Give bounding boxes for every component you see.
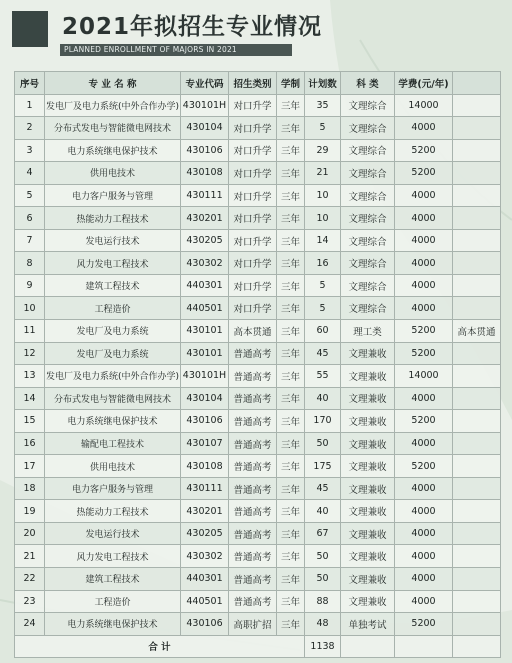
table-cell: 普通高考 (229, 477, 277, 500)
table-cell: 文理兼收 (341, 590, 395, 613)
table-cell: 4000 (395, 545, 453, 568)
table-cell: 分布式发电与智能微电网技术 (45, 387, 181, 410)
table-cell: 12 (15, 342, 45, 365)
table-cell: 发电运行技术 (45, 229, 181, 252)
table-cell (453, 432, 501, 455)
table-header-row (15, 72, 501, 95)
table-cell: 4000 (395, 590, 453, 613)
table-cell: 430101 (181, 320, 229, 343)
table-cell: 输配电工程技术 (45, 432, 181, 455)
table-cell: 文理兼收 (341, 432, 395, 455)
table-cell: 430205 (181, 522, 229, 545)
table-cell: 三年 (277, 229, 305, 252)
table-cell (453, 613, 501, 636)
table-cell: 50 (305, 432, 341, 455)
table-cell: 16 (15, 432, 45, 455)
table-cell: 430104 (181, 117, 229, 140)
table-cell: 170 (305, 410, 341, 433)
table-cell: 三年 (277, 252, 305, 275)
table-row (15, 139, 501, 162)
table-cell: 文理兼收 (341, 387, 395, 410)
table-cell: 430111 (181, 477, 229, 500)
table-cell: 55 (305, 365, 341, 388)
table-cell: 4000 (395, 500, 453, 523)
table-cell: 三年 (277, 139, 305, 162)
logo-block (12, 11, 48, 47)
table-cell: 67 (305, 522, 341, 545)
table-cell: 文理综合 (341, 117, 395, 140)
table-cell: 20 (15, 522, 45, 545)
table-cell (453, 207, 501, 230)
table-cell: 普通高考 (229, 387, 277, 410)
table-cell: 文理综合 (341, 274, 395, 297)
column-header: 科 类 (341, 72, 395, 95)
table-cell: 440301 (181, 274, 229, 297)
table-cell: 60 (305, 320, 341, 343)
table-cell: 电力客户服务与管理 (45, 184, 181, 207)
table-cell: 430302 (181, 252, 229, 275)
table-cell (453, 590, 501, 613)
table-cell (341, 635, 395, 658)
table-row (15, 365, 501, 388)
table-cell: 4000 (395, 477, 453, 500)
table-cell: 电力系统继电保护技术 (45, 410, 181, 433)
table-cell (453, 568, 501, 591)
table-cell: 18 (15, 477, 45, 500)
table-cell: 文理综合 (341, 139, 395, 162)
table-cell: 430106 (181, 410, 229, 433)
page-header (0, 0, 512, 62)
table-cell: 高职扩招 (229, 613, 277, 636)
table-cell: 普通高考 (229, 500, 277, 523)
table-cell: 175 (305, 455, 341, 478)
table-row (15, 274, 501, 297)
table-cell: 5200 (395, 139, 453, 162)
table-cell: 普通高考 (229, 432, 277, 455)
table-cell: 88 (305, 590, 341, 613)
table-cell: 45 (305, 477, 341, 500)
table-cell: 4000 (395, 297, 453, 320)
table-cell: 15 (15, 410, 45, 433)
table-cell: 理工类 (341, 320, 395, 343)
table-cell: 文理兼收 (341, 545, 395, 568)
table-cell (453, 297, 501, 320)
table-cell: 9 (15, 274, 45, 297)
table-cell: 发电厂及电力系统 (45, 342, 181, 365)
table-cell: 建筑工程技术 (45, 568, 181, 591)
table-cell: 工程造价 (45, 297, 181, 320)
table-cell: 430111 (181, 184, 229, 207)
table-cell: 21 (15, 545, 45, 568)
table-cell: 4000 (395, 387, 453, 410)
total-count: 1138 (305, 635, 341, 658)
table-cell: 440501 (181, 590, 229, 613)
table-cell: 50 (305, 568, 341, 591)
table-cell: 14000 (395, 94, 453, 117)
table-cell: 4000 (395, 117, 453, 140)
table-cell: 三年 (277, 590, 305, 613)
table-cell: 发电厂及电力系统 (45, 320, 181, 343)
table-cell: 对口升学 (229, 94, 277, 117)
table-cell (453, 635, 501, 658)
table-cell: 文理兼收 (341, 365, 395, 388)
table-cell: 供用电技术 (45, 455, 181, 478)
table-cell: 4000 (395, 229, 453, 252)
table-cell: 17 (15, 455, 45, 478)
table-cell: 430302 (181, 545, 229, 568)
table-row (15, 387, 501, 410)
table-cell: 430201 (181, 207, 229, 230)
table-cell: 3 (15, 139, 45, 162)
table-cell: 5200 (395, 410, 453, 433)
table-cell (453, 455, 501, 478)
table-cell: 三年 (277, 274, 305, 297)
table-cell: 40 (305, 500, 341, 523)
table-cell: 发电运行技术 (45, 522, 181, 545)
table-cell: 35 (305, 94, 341, 117)
table-cell (453, 139, 501, 162)
table-cell: 文理兼收 (341, 477, 395, 500)
table-cell: 建筑工程技术 (45, 274, 181, 297)
table-cell (453, 365, 501, 388)
column-header: 招生类别 (229, 72, 277, 95)
table-cell: 10 (305, 207, 341, 230)
table-cell: 普通高考 (229, 522, 277, 545)
column-header: 序号 (15, 72, 45, 95)
table-cell: 发电厂及电力系统(中外合作办学) (45, 94, 181, 117)
total-label: 合 计 (15, 635, 305, 658)
table-cell: 三年 (277, 320, 305, 343)
table-cell: 4000 (395, 184, 453, 207)
table-cell: 发电厂及电力系统(中外合作办学) (45, 365, 181, 388)
table-cell: 三年 (277, 410, 305, 433)
table-cell: 对口升学 (229, 252, 277, 275)
table-cell: 对口升学 (229, 207, 277, 230)
table-cell: 电力系统继电保护技术 (45, 613, 181, 636)
table-cell: 三年 (277, 365, 305, 388)
table-cell: 19 (15, 500, 45, 523)
table-cell: 热能动力工程技术 (45, 500, 181, 523)
table-cell: 4000 (395, 522, 453, 545)
table-cell: 430107 (181, 432, 229, 455)
table-cell: 4000 (395, 568, 453, 591)
table-cell: 文理综合 (341, 252, 395, 275)
table-row (15, 545, 501, 568)
table-cell: 文理兼收 (341, 500, 395, 523)
table-cell: 23 (15, 590, 45, 613)
column-header: 学制 (277, 72, 305, 95)
table-row (15, 500, 501, 523)
table-cell: 5 (15, 184, 45, 207)
table-cell: 4000 (395, 207, 453, 230)
table-cell: 4000 (395, 274, 453, 297)
table-cell: 普通高考 (229, 590, 277, 613)
table-cell: 430108 (181, 162, 229, 185)
table-cell: 6 (15, 207, 45, 230)
table-row (15, 184, 501, 207)
table-cell: 430106 (181, 613, 229, 636)
table-cell: 普通高考 (229, 568, 277, 591)
table-row (15, 117, 501, 140)
table-cell (453, 500, 501, 523)
table-cell: 16 (305, 252, 341, 275)
table-cell (453, 229, 501, 252)
table-cell (453, 252, 501, 275)
table-cell: 对口升学 (229, 117, 277, 140)
table-cell: 三年 (277, 477, 305, 500)
table-cell: 风力发电工程技术 (45, 252, 181, 275)
column-header: 计划数 (305, 72, 341, 95)
table-cell: 8 (15, 252, 45, 275)
table-cell: 48 (305, 613, 341, 636)
table-cell: 普通高考 (229, 545, 277, 568)
table-cell: 供用电技术 (45, 162, 181, 185)
table-cell: 430205 (181, 229, 229, 252)
table-cell: 5200 (395, 613, 453, 636)
table-cell: 430104 (181, 387, 229, 410)
table-cell: 29 (305, 139, 341, 162)
table-cell: 风力发电工程技术 (45, 545, 181, 568)
table-cell: 三年 (277, 545, 305, 568)
table-cell (453, 274, 501, 297)
table-cell (453, 162, 501, 185)
table-cell: 文理综合 (341, 297, 395, 320)
table-cell: 对口升学 (229, 162, 277, 185)
table-row (15, 229, 501, 252)
table-cell: 文理综合 (341, 229, 395, 252)
table-cell (453, 94, 501, 117)
table-cell: 22 (15, 568, 45, 591)
table-cell: 430101H (181, 365, 229, 388)
table-row (15, 613, 501, 636)
table-cell: 4 (15, 162, 45, 185)
table-cell: 14 (15, 387, 45, 410)
table-cell: 1 (15, 94, 45, 117)
table-cell: 三年 (277, 207, 305, 230)
table-cell (453, 117, 501, 140)
table-cell: 三年 (277, 342, 305, 365)
table-cell: 5200 (395, 162, 453, 185)
table-cell (453, 387, 501, 410)
table-cell: 三年 (277, 297, 305, 320)
page-title: 2021年拟招生专业情况 (62, 14, 323, 40)
table-cell: 21 (305, 162, 341, 185)
table-cell: 三年 (277, 522, 305, 545)
table-cell: 430106 (181, 139, 229, 162)
table-cell: 文理兼收 (341, 455, 395, 478)
table-cell: 分布式发电与智能微电网技术 (45, 117, 181, 140)
table-cell: 440501 (181, 297, 229, 320)
table-row (15, 320, 501, 343)
table-cell: 普通高考 (229, 410, 277, 433)
table-cell: 5200 (395, 320, 453, 343)
table-cell: 11 (15, 320, 45, 343)
page-subtitle: PLANNED ENROLLMENT OF MAJORS IN 2021 (64, 45, 237, 54)
table-row (15, 590, 501, 613)
table-cell: 三年 (277, 117, 305, 140)
table-cell: 工程造价 (45, 590, 181, 613)
table-cell: 24 (15, 613, 45, 636)
table-cell: 普通高考 (229, 455, 277, 478)
table-cell: 文理综合 (341, 184, 395, 207)
table-row (15, 568, 501, 591)
table-cell: 高本贯通 (453, 320, 501, 343)
table-cell: 三年 (277, 455, 305, 478)
table-cell: 10 (15, 297, 45, 320)
table-row (15, 94, 501, 117)
table-cell: 5200 (395, 342, 453, 365)
table-cell: 文理兼收 (341, 522, 395, 545)
table-cell: 电力客户服务与管理 (45, 477, 181, 500)
table-cell (395, 635, 453, 658)
table-cell (453, 410, 501, 433)
table-row (15, 252, 501, 275)
table-row (15, 455, 501, 478)
table-cell: 430101 (181, 342, 229, 365)
table-cell: 5 (305, 274, 341, 297)
table-cell: 430201 (181, 500, 229, 523)
column-header (453, 72, 501, 95)
table-row (15, 477, 501, 500)
table-cell: 10 (305, 184, 341, 207)
table-cell: 普通高考 (229, 342, 277, 365)
table-cell: 7 (15, 229, 45, 252)
table-cell: 文理综合 (341, 162, 395, 185)
table-cell: 三年 (277, 162, 305, 185)
table-cell: 三年 (277, 184, 305, 207)
table-cell (453, 342, 501, 365)
table-cell (453, 184, 501, 207)
table-cell: 三年 (277, 94, 305, 117)
table-cell: 14 (305, 229, 341, 252)
table-row (15, 162, 501, 185)
table-cell: 三年 (277, 432, 305, 455)
total-row (15, 635, 501, 658)
table-cell: 5 (305, 297, 341, 320)
table-row (15, 522, 501, 545)
table-cell: 430101H (181, 94, 229, 117)
table-cell: 4000 (395, 252, 453, 275)
table-row (15, 410, 501, 433)
table-cell: 热能动力工程技术 (45, 207, 181, 230)
table-cell (453, 477, 501, 500)
table-cell: 文理兼收 (341, 568, 395, 591)
table-cell: 普通高考 (229, 365, 277, 388)
table-cell: 440301 (181, 568, 229, 591)
table-cell: 2 (15, 117, 45, 140)
table-cell: 14000 (395, 365, 453, 388)
table-cell: 40 (305, 387, 341, 410)
table-cell: 文理兼收 (341, 342, 395, 365)
table-cell: 50 (305, 545, 341, 568)
table-cell: 文理综合 (341, 207, 395, 230)
column-header: 专业代码 (181, 72, 229, 95)
table-cell: 三年 (277, 387, 305, 410)
table-cell: 电力系统继电保护技术 (45, 139, 181, 162)
table-cell: 对口升学 (229, 229, 277, 252)
table-cell: 文理兼收 (341, 410, 395, 433)
table-cell: 高本贯通 (229, 320, 277, 343)
table-cell: 对口升学 (229, 184, 277, 207)
column-header: 学费(元/年) (395, 72, 453, 95)
table-row (15, 297, 501, 320)
table-cell: 430108 (181, 455, 229, 478)
table-cell: 5200 (395, 455, 453, 478)
table-row (15, 342, 501, 365)
table-cell (453, 545, 501, 568)
table-cell: 三年 (277, 568, 305, 591)
table-cell (453, 522, 501, 545)
table-cell: 45 (305, 342, 341, 365)
table-row (15, 432, 501, 455)
table-cell: 13 (15, 365, 45, 388)
table-cell: 文理综合 (341, 94, 395, 117)
enrollment-table-container (14, 71, 500, 658)
table-cell: 三年 (277, 500, 305, 523)
column-header: 专 业 名 称 (45, 72, 181, 95)
table-cell: 对口升学 (229, 297, 277, 320)
table-cell: 三年 (277, 613, 305, 636)
table-body (15, 94, 501, 658)
table-row (15, 207, 501, 230)
table-cell: 4000 (395, 432, 453, 455)
enrollment-table (14, 71, 501, 658)
table-cell: 5 (305, 117, 341, 140)
table-cell: 对口升学 (229, 274, 277, 297)
table-cell: 单独考试 (341, 613, 395, 636)
table-cell: 对口升学 (229, 139, 277, 162)
